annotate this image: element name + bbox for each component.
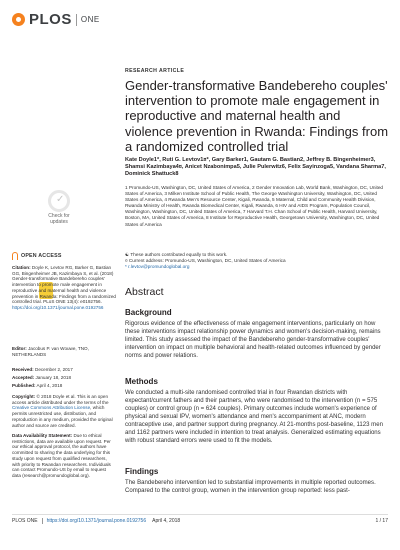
plos-logo-icon (12, 13, 25, 26)
copyright-text: © 2018 Doyle et al. This is an open access article distributed under the terms of the (12, 394, 109, 405)
check-updates-icon: ✓ (48, 190, 70, 212)
abstract-heading: Abstract (125, 286, 164, 298)
footer-divider (12, 514, 388, 515)
editor-label: Editor: (12, 346, 27, 351)
license-link[interactable]: Creative Commons Attribution License (12, 405, 91, 411)
received-date: December 2, 2017 (35, 367, 73, 372)
article-title: Gender-transformative Bandebereho couples' intervention to promote male engagement in reproductive and maternal health and violence prevention in Rwanda: Findings from a randomized controlled trial (125, 78, 389, 154)
received-block (12, 367, 116, 373)
logo-divider (76, 14, 77, 26)
logo-subtext: ONE (80, 15, 100, 24)
received-label: Received: (12, 367, 34, 372)
published-block (12, 383, 116, 389)
article-type: RESEARCH ARTICLE (125, 68, 185, 74)
data-availability-label: Data Availability Statement: (12, 433, 73, 438)
footer-date: April 4, 2018 (152, 518, 181, 524)
findings-paragraph: The Bandebereho intervention led to substantial improvements in multiple reported outcomes. Compared to the control group, women in the intervention group reported: less past- (125, 480, 376, 494)
methods-paragraph: We conducted a multi-site randomised controlled trial in four Rwandan districts with expectant/current fathers and their partners, who were randomised to the intervention (n = 575 couples) or control group (n = 624 couples). Primary outcomes include women's experience of physical and sexual IPV, women's attendance and men's accompaniment at ANC, modern contraceptive use, and partner support during pregnancy. At 21-months post-baseline, 1123 men and 1162 partners were included in intention to treat analysis. Generalized estimating equations with robust standard errors were used to fit the models. (125, 390, 383, 444)
data-availability-text: Due to ethical restrictions, data are available upon request. Per our ethical approval protocol, the authors have committed to sharing the data underlying for this study upon request from qualified researchers, with priority to Rwandan researchers. Individuals can contact Promundo-US by email to request data (research@promundoglobal.org). (12, 433, 111, 478)
copyright-text-end: , which permits unrestricted use, distribution, and reproduction in any medium, provided the original author and source are credited. (12, 405, 113, 428)
accepted-block (12, 375, 116, 381)
author-list: Kate Doyle1*, Ruti G. Levtov1¤*, Gary Barker1, Gautam G. Bastian2, Jeffrey B. Bingenheimer3, Shamsi Kazimbaya4¤, Anicet Nzabonimpa5, Julie Pulerwitz6, Felix Sayinzoga5, Vandana Sharma7, Dominick Shattuck8 (125, 157, 386, 178)
footer-separator (42, 518, 43, 524)
open-access-text: OPEN ACCESS (21, 253, 62, 259)
page-number: 1 / 17 (375, 518, 388, 524)
logo-text: PLOS (29, 11, 72, 28)
published-label: Published: (12, 383, 36, 388)
editor-text: Jacobus P. van Wouwe, TNO, NETHERLANDS (12, 346, 89, 357)
check-for-updates-badge[interactable] (41, 190, 77, 230)
copyright-label: Copyright: (12, 394, 36, 399)
plos-one-logo[interactable] (12, 11, 100, 28)
accepted-date: January 18, 2018 (35, 375, 72, 380)
citation-label: Citation: (12, 265, 31, 270)
page-footer (12, 518, 388, 524)
background-paragraph: Rigorous evidence of the effectiveness of male engagement interventions, particularly on how these interventions impact relationship power dynamics and women's decision-making, remains limited. This study assessed the impact of the Bandebereho gender-transformative couples' intervention on impact on multiple behavioral and health-related outcomes influenced by gender norms and power relations. (125, 321, 381, 359)
footer-doi-link[interactable]: https://doi.org/10.1371/journal.pone.0192756 (46, 518, 147, 524)
copyright-block (12, 394, 116, 428)
citation-doi-link[interactable]: https://doi.org/10.1371/journal.pone.0192756 (12, 304, 104, 310)
citation-text: Doyle K, Levtov RG, Barker G, Bastian GG, Bingenheimer JB, Kazimbaya S, et al. (2018) Gender-transformative Bandebereho couples' intervention to promote male engagement in reproductive and maternal health and violence prevention in Rwanda: Findings from a randomized controlled trial. PLoS ONE 13(4): e0192756. (12, 265, 116, 305)
citation-block (12, 265, 116, 311)
author-notes (125, 252, 387, 271)
findings-heading: Findings (125, 467, 159, 476)
background-heading: Background (125, 308, 172, 317)
check-updates-label: Check for updates (48, 213, 70, 225)
methods-heading: Methods (125, 377, 158, 386)
published-date: April 4, 2018 (36, 383, 63, 388)
data-availability-block (12, 433, 116, 479)
footer-journal: PLOS ONE (12, 518, 38, 524)
current-address-note: ¤ Current address: Promundo-US, Washington, DC, United States of America (125, 258, 286, 264)
corresponding-email-link[interactable]: * r.levtov@promundoglobal.org (125, 264, 190, 270)
open-lock-icon (12, 252, 18, 260)
affiliations: 1 Promundo-US, Washington, DC, United States of America, 2 Gender Innovation Lab, World Bank, Washington, DC, United States of America, 3 Milken Institute School of Public Health, The George Washington University, Washington, DC, United States of America, 4 Rwanda Men's Resource Center, Kigali, Rwanda, 5 Maternal, Child and Community Health Division, Rwanda Ministry of Health, Rwanda Biomedical Center, Kigali, Rwanda, 6 HIV and AIDS Program, Population Council, Washington, Washington, DC, United States of America, 7 Harvard T.H. Chan School of Public Health, Harvard University, Boston, MA, United States of America, 8 Institute for Reproductive Health, Georgetown University, Washington, DC, United States of America (125, 185, 384, 227)
equal-contribution-note: ☯ These authors contributed equally to this work. (125, 252, 228, 257)
open-access-label (12, 252, 62, 260)
accepted-label: Accepted: (12, 375, 35, 380)
editor-block (12, 346, 116, 357)
